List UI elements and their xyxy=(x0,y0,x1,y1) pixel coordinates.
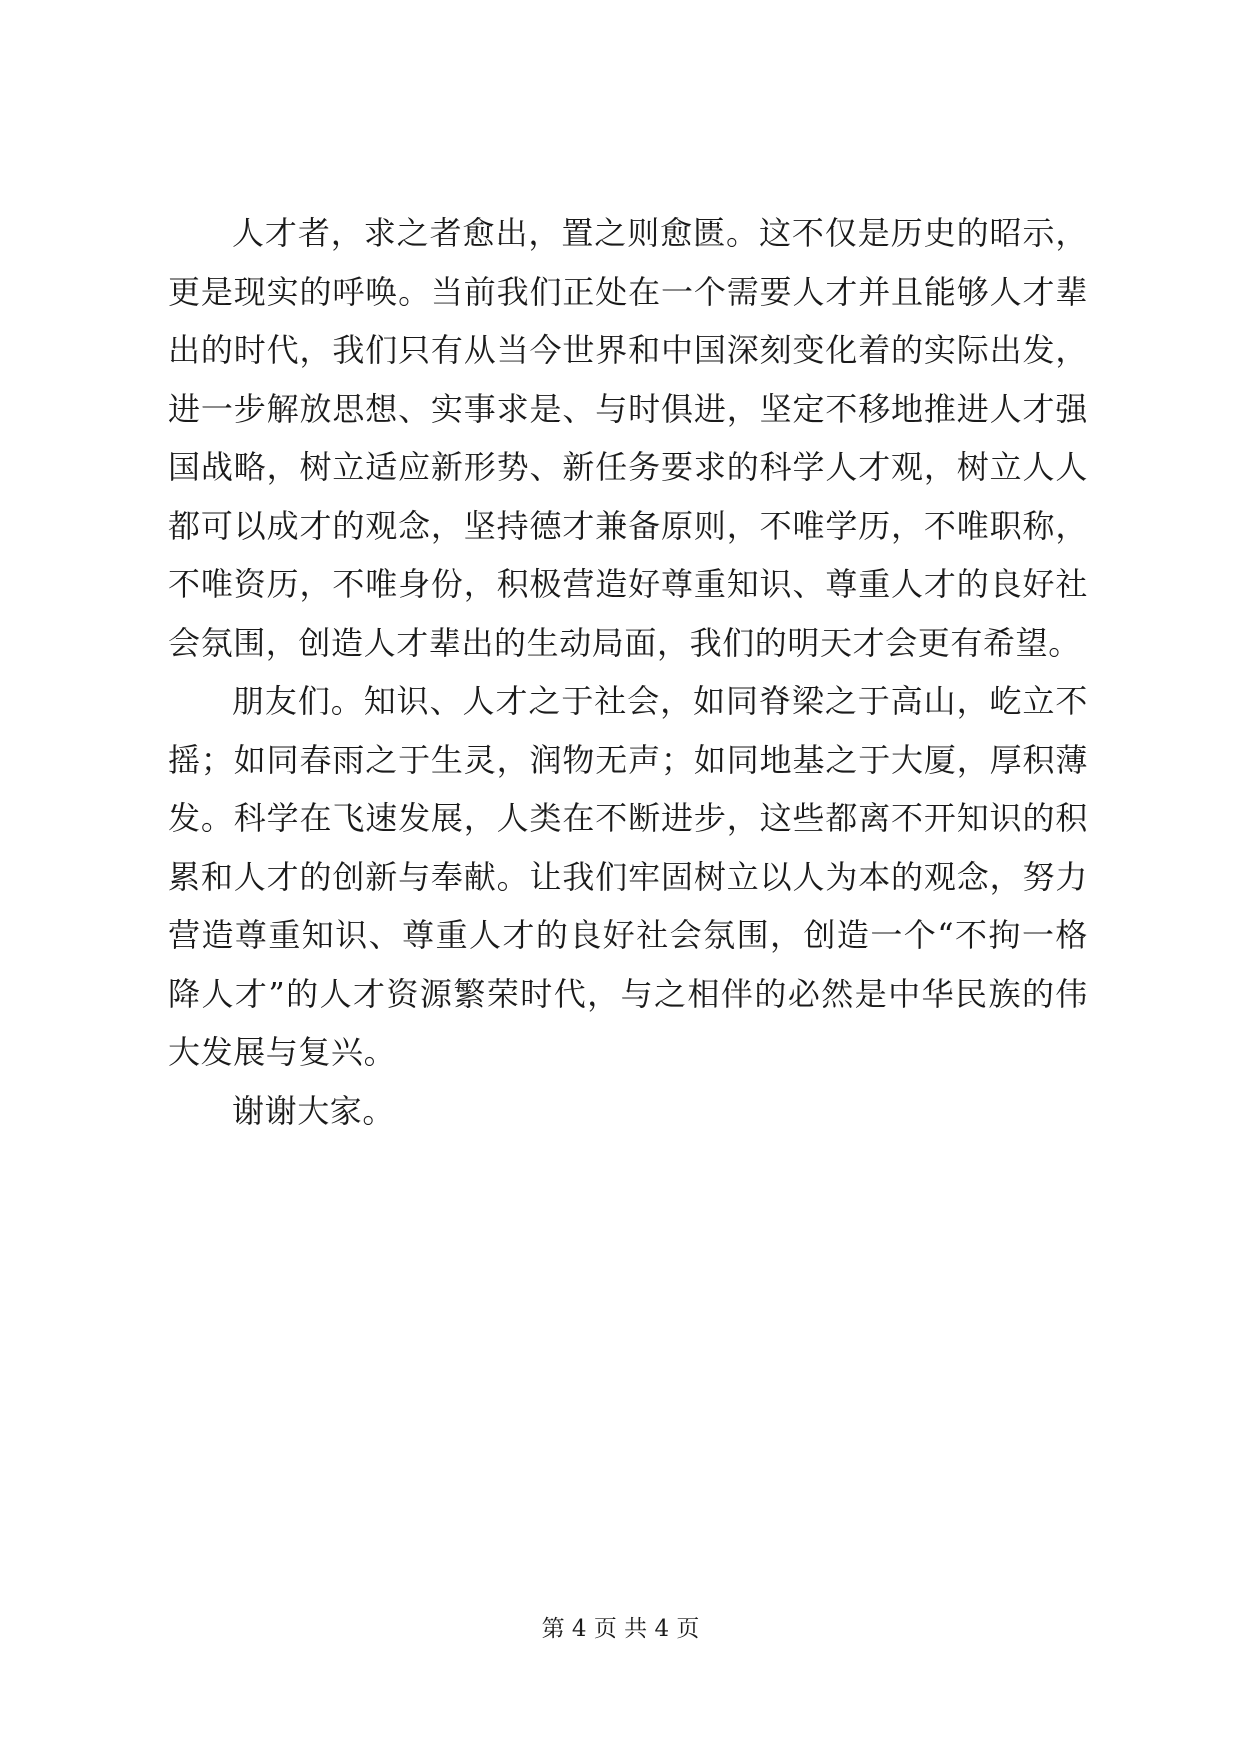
document-body xyxy=(168,204,1088,1140)
paragraph-thanks: 谢谢大家。 xyxy=(232,1091,396,1130)
paragraph-talent: 人才者，求之者愈出，置之则愈匮。这不仅是历史的昭示，更是现实的呼唤。当前我们正处在一个需要人才并且能够人才辈出的时代，我们只有从当今世界和中国深刻变化着的实际出发，进一步解放思想、实事求是、与时俱进，坚定不移地推进人才强国战略，树立适应新形势、新任务要求的科学人才观，树立人人都可以成才的观念，坚持德才兼备原则，不唯学历，不唯职称，不唯资历，不唯身份，积极营造好尊重知识、尊重人才的良好社会氛围，创造人才辈出的生动局面，我们的明天才会更有希望。 xyxy=(168,214,1088,662)
page-footer: 第 4 页 共 4 页 xyxy=(541,1616,700,1642)
paragraph-friends: 朋友们。知识、人才之于社会，如同脊梁之于高山，屹立不摇；如同春雨之于生灵，润物无声；如同地基之于大厦，厚积薄发。科学在飞速发展，人类在不断进步，这些都离不开知识的积累和人才的创新与奉献。让我们牢固树立以人为本的观念，努力营造尊重知识、尊重人才的良好社会氛围，创造一个“不拘一格降人才”的人才资源繁荣时代，与之相伴的必然是中华民族的伟大发展与复兴。 xyxy=(168,682,1088,1071)
